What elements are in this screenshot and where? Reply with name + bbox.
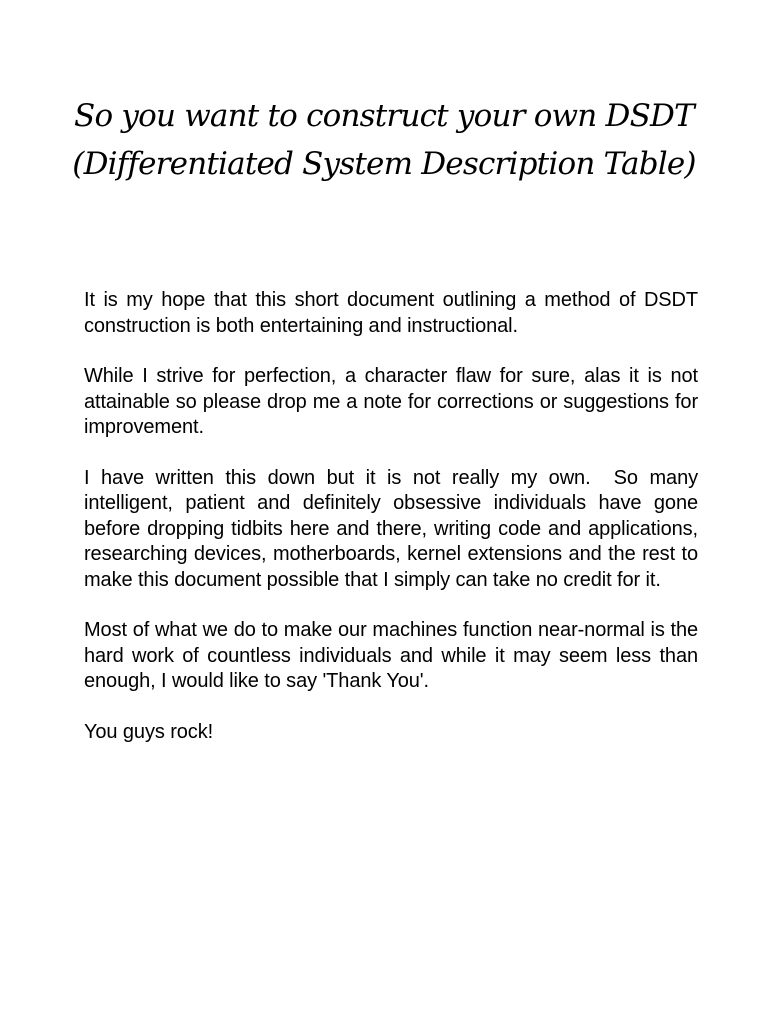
paragraph-thanks: Most of what we do to make our machines function near-normal is the hard work of countless individuals and while it may seem less than enough, I would like to say 'Thank You'. — [84, 619, 698, 692]
paragraph-closing: You guys rock! — [84, 720, 214, 743]
paragraph-intro: It is my hope that this short document outlining a method of DSDT construction is both entertaining and instructional. — [84, 289, 698, 337]
title-line-1: So you want to construct your own DSDT — [74, 98, 694, 134]
title-line-2: (Differentiated System Description Table) — [72, 146, 696, 182]
paragraph-corrections: While I strive for perfection, a character flaw for sure, alas it is not attainable so please drop me a note for corrections or suggestions for improvement. — [84, 365, 698, 438]
paragraph-credits: I have written this down but it is not really my own. So many intelligent, patient and definitely obsessive individuals have gone before dropping tidbits here and there, writing code and applications, researching devices, motherboards, kernel extensions and the rest to make this document possible that I simply can take no credit for it. — [84, 466, 704, 591]
document-title — [60, 92, 708, 188]
document-body — [84, 288, 704, 770]
